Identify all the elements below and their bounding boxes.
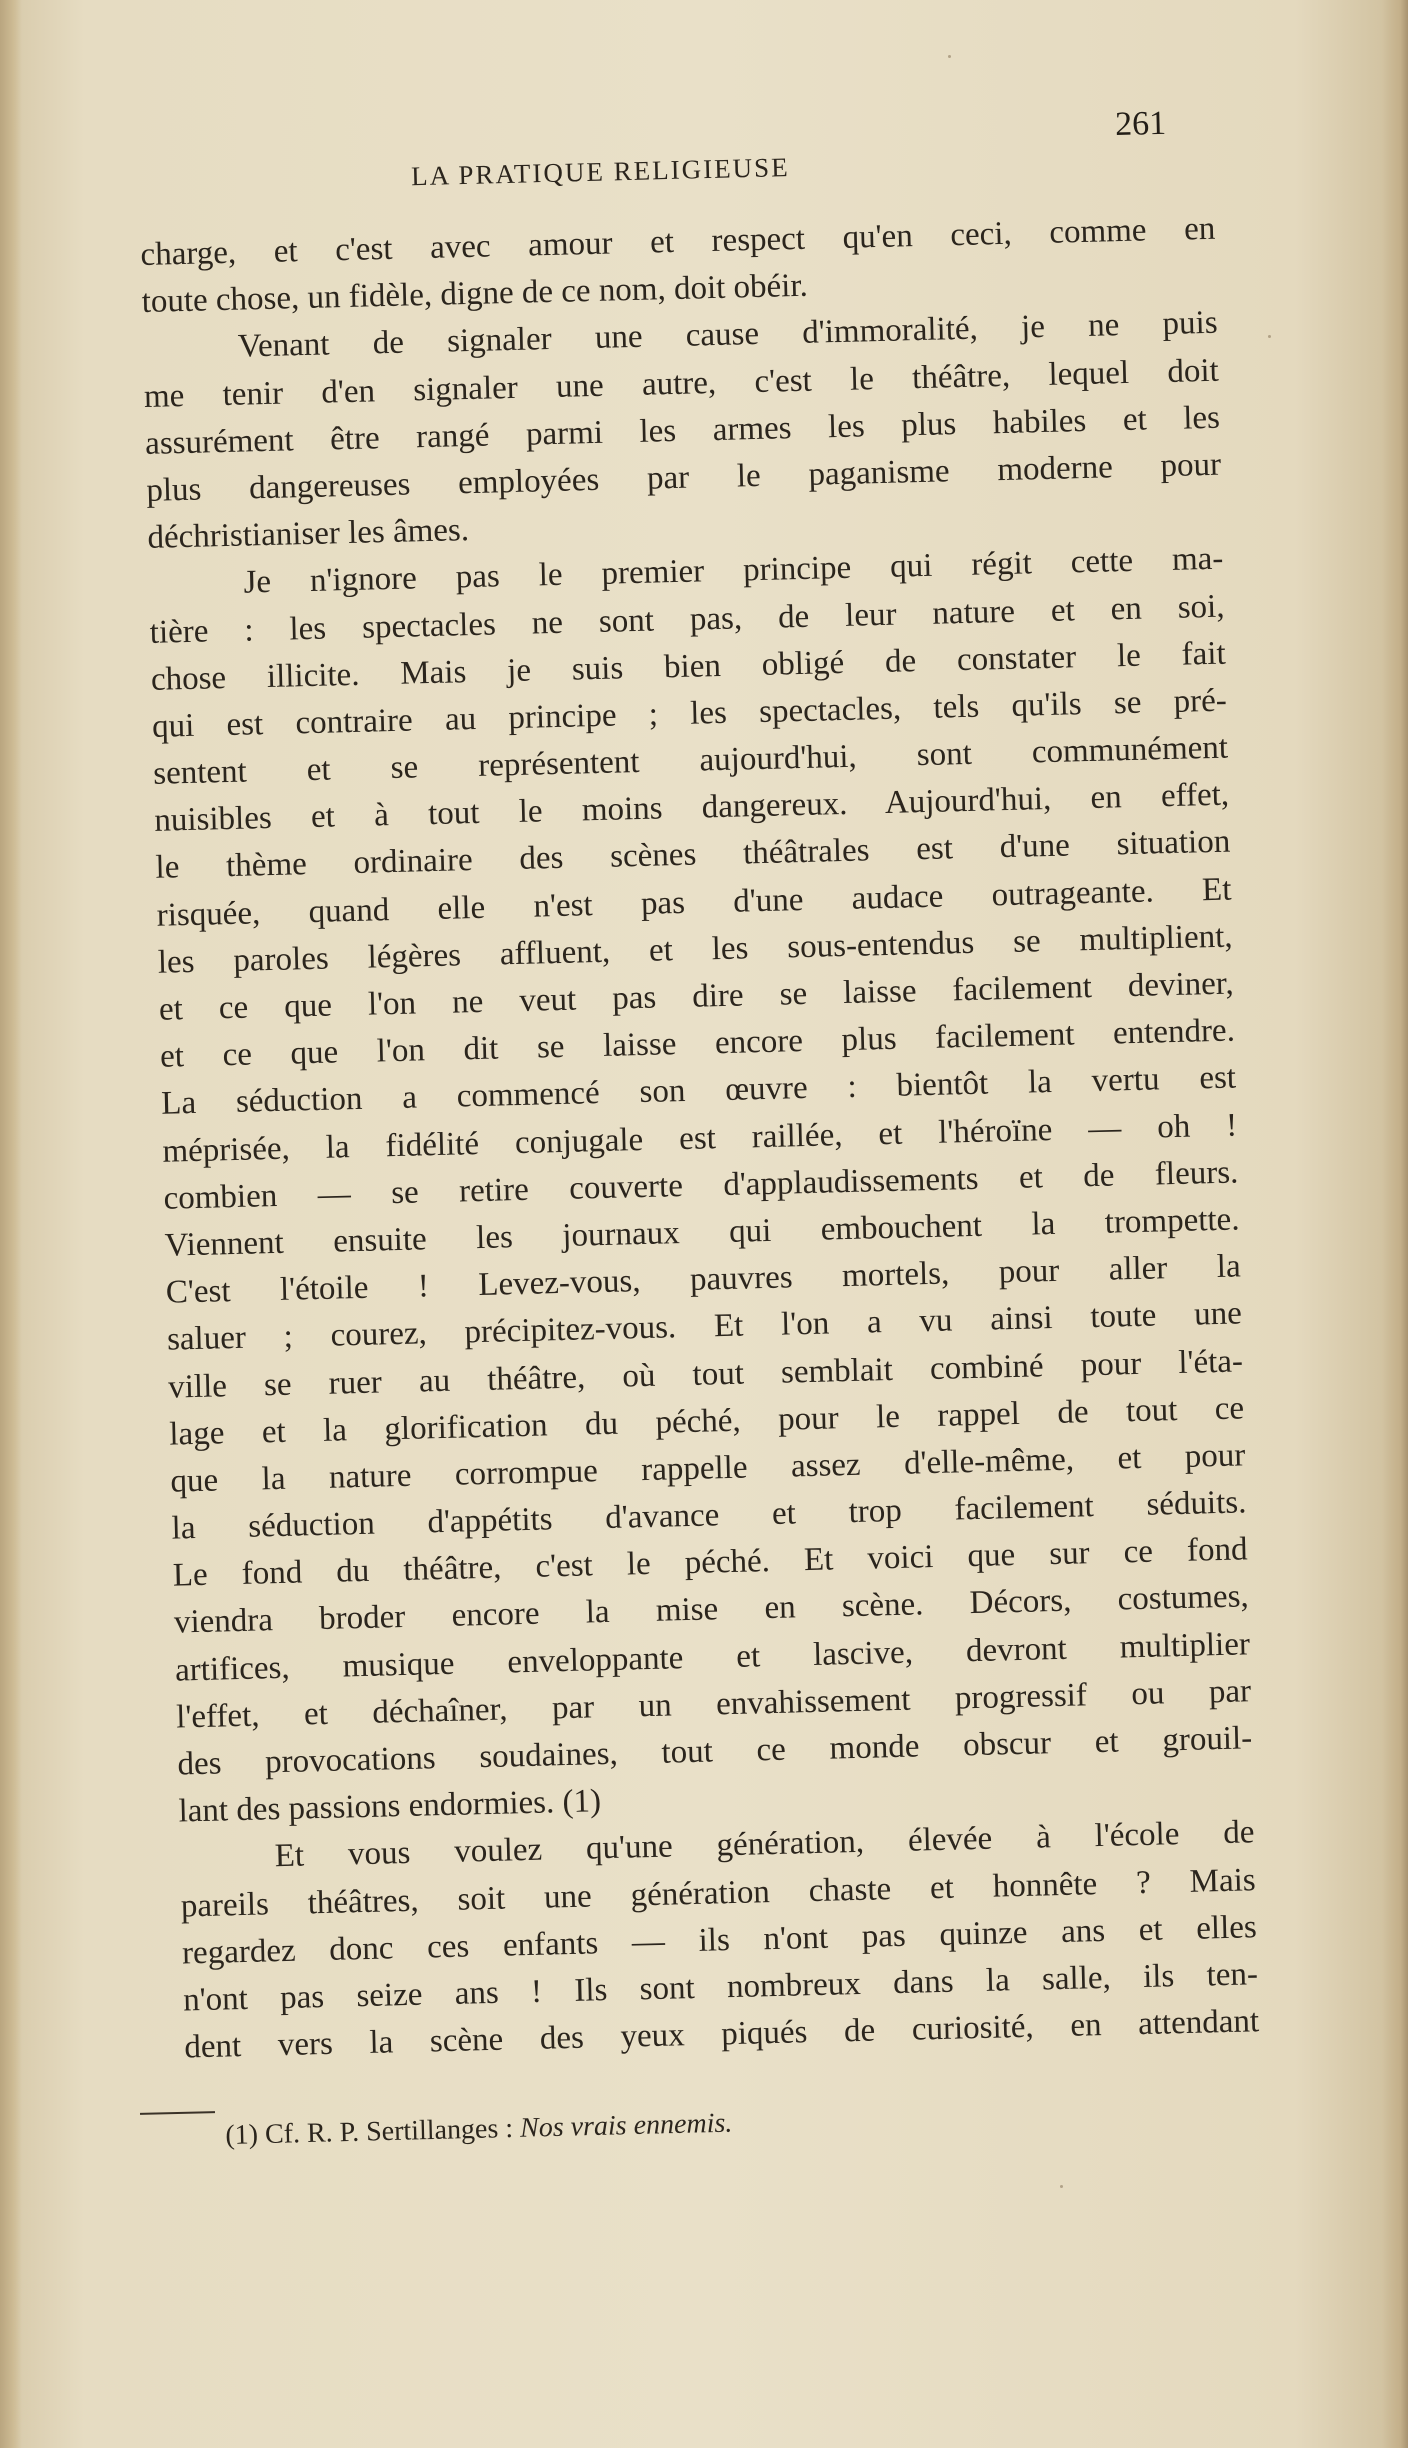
text-line: risquée, quand elle n'est pas d'une audace outrageante. Et (156, 871, 1232, 934)
text-line: le thème ordinaire des scènes théâtrales est d'une situation (155, 823, 1231, 887)
text-line: l'effet, et déchaîner, par un envahissement progressif ou par (175, 1673, 1252, 1736)
text-line: plus dangereuses employées par le paganisme moderne pour (145, 446, 1222, 509)
text-line: artifices, musique enveloppante et lascive, devront multiplier (174, 1625, 1251, 1689)
text-line: chose illicite. Mais je suis bien obligé de constater le fait (150, 635, 1227, 698)
text-line: des provocations soudaines, tout ce monde obscur et grouil- (177, 1720, 1253, 1783)
text-line: me tenir d'en signaler une autre, c'est le théâtre, lequel doit (143, 352, 1220, 415)
text-line: saluer ; courez, précipitez-vous. Et l'on a vu ainsi toute une (166, 1295, 1243, 1358)
text-line: dent vers la scène des yeux piqués de curiosité, en attendant (183, 2003, 1260, 2066)
text-line: déchristianiser les âmes. (147, 512, 470, 557)
page-edge-shadow (1382, 0, 1408, 2448)
text-line: n'ont pas seize ans ! Ils sont nombreux dans la salle, ils ten- (182, 1956, 1259, 2019)
footnote-work-title: Nos vrais ennemis. (519, 2107, 733, 2144)
text-line: lant des passions endormies. (1) (178, 1783, 602, 1830)
text-line: et ce que l'on ne veut pas dire se laisse facilement deviner, (158, 965, 1235, 1028)
text-line: regardez donc ces enfants — ils n'ont pas quinze ans et elles (181, 1908, 1258, 1972)
text-line: méprisée, la fidélité conjugale est raillée, et l'héroïne — oh ! (162, 1107, 1238, 1170)
paper-speck (1060, 2185, 1063, 2188)
text-line: Et vous voulez qu'une génération, élevée à l'école de (274, 1814, 1255, 1875)
text-line: que la nature corrompue rappelle assez d'elle-même, et pour (170, 1437, 1246, 1500)
page-number: 261 (1114, 104, 1167, 144)
page-gutter-shadow (0, 0, 22, 2448)
text-line: charge, et c'est avec amour et respect qu'en ceci, comme en (140, 210, 1216, 273)
text-line: pareils théâtres, soit une génération chaste et honnête ? Mais (180, 1861, 1257, 1925)
footnote-marker: (1) (225, 2119, 259, 2151)
footnote-reference: Cf. R. P. Sertillanges : (264, 2112, 514, 2151)
text-line: assurément être rangé parmi les armes les plus habiles et les (144, 399, 1221, 462)
text-line: la séduction d'appétits d'avance et trop facilement séduits. (171, 1484, 1247, 1547)
text-line: Le fond du théâtre, c'est le péché. Et voici que sur ce fond (172, 1531, 1248, 1594)
paper-speck (1268, 335, 1271, 338)
text-line: nuisibles et à tout le moins dangereux. Aujourd'hui, en effet, (153, 776, 1230, 840)
text-line: Venant de signaler une cause d'immoralité, je ne puis (237, 305, 1218, 366)
text-line: viendra broder encore la mise en scène. Décors, costumes, (173, 1578, 1250, 1642)
text-line: lage et la glorification du péché, pour le rappel de tout ce (168, 1390, 1245, 1453)
running-title: LA PRATIQUE RELIGIEUSE (410, 152, 790, 192)
text-line: et ce que l'on dit se laisse encore plus facilement entendre. (159, 1012, 1236, 1075)
text-line: Viennent ensuite les journaux qui embouchent la trompette. (164, 1201, 1240, 1264)
text-line: Je n'ignore pas le premier principe qui régit cette ma- (243, 540, 1224, 601)
body-text (140, 206, 1260, 2072)
text-line: C'est l'étoile ! Levez-vous, pauvres mortels, pour aller la (165, 1248, 1242, 1311)
text-line: ville se ruer au théâtre, où tout semblait combiné pour l'éta- (167, 1342, 1244, 1406)
text-line: les paroles légères affluent, et les sous-entendus se multiplient, (157, 918, 1233, 981)
footnote (225, 2108, 733, 2152)
text-line: toute chose, un fidèle, digne de ce nom, doit obéir. (141, 267, 809, 321)
text-line: sentent et se représentent aujourd'hui, sont communément (152, 729, 1229, 792)
text-line: La séduction a commencé son œuvre : bientôt la vertu est (160, 1059, 1237, 1123)
page-header (135, 104, 1187, 210)
text-line: tière : les spectacles ne sont pas, de leur nature et en soi, (149, 588, 1225, 651)
paper-speck (948, 55, 951, 58)
text-line: qui est contraire au principe ; les spectacles, tels qu'ils se pré- (151, 682, 1228, 745)
footnote-rule (140, 2111, 215, 2115)
text-line: combien — se retire couverte d'applaudissements et de fleurs. (163, 1154, 1239, 1217)
